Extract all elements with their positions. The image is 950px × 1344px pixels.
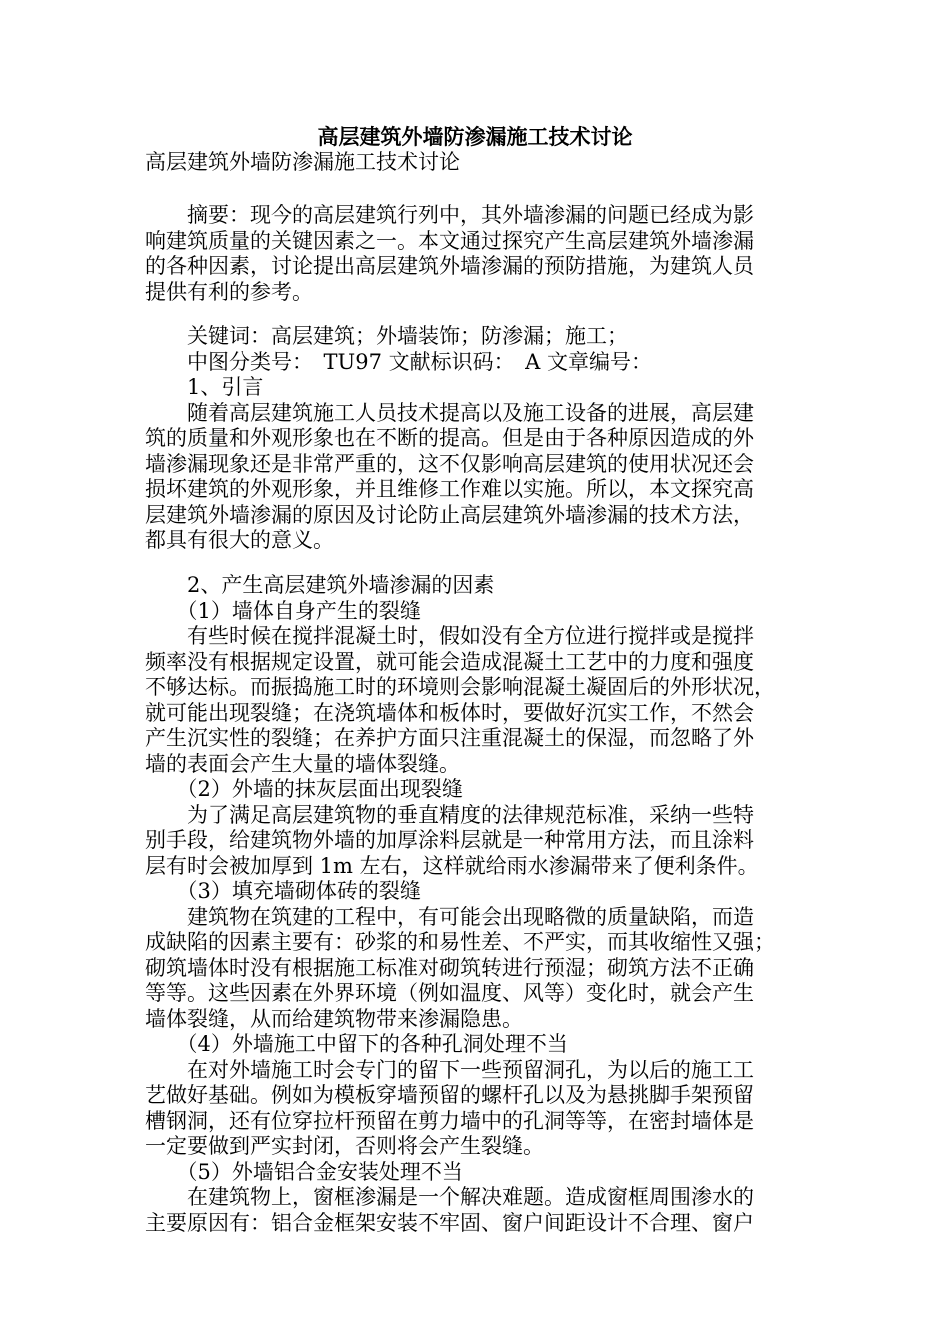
document-title: 高层建筑外墙防渗漏施工技术讨论 [317, 124, 633, 149]
section-heading: 2、产生高层建筑外墙渗漏的因素 [145, 573, 495, 597]
subsection-heading: （1）墙体自身产生的裂缝 [145, 599, 421, 623]
body-line: 在建筑物上，窗框渗漏是一个解决难题。造成窗框周围渗水的 [145, 1185, 754, 1209]
body-line: 墙体裂缝，从而给建筑物带来渗漏隐患。 [145, 1007, 523, 1031]
body-line: 提供有利的参考。 [145, 280, 313, 304]
body-line: 一定要做到严实封闭，否则将会产生裂缝。 [145, 1134, 544, 1158]
subsection-heading: （4）外墙施工中留下的各种孔洞处理不当 [145, 1032, 568, 1056]
body-line: 层建筑外墙渗漏的原因及讨论防止高层建筑外墙渗漏的技术方法， [145, 503, 754, 527]
body-line: 随着高层建筑施工人员技术提高以及施工设备的进展，高层建 [145, 401, 754, 425]
body-line: 响建筑质量的关键因素之一。本文通过探究产生高层建筑外墙渗漏 [145, 229, 754, 253]
body-line: 为了满足高层建筑物的垂直精度的法律规范标准，采纳一些特 [145, 803, 754, 827]
body-line: 频率没有根据规定设置，就可能会造成混凝土工艺中的力度和强度 [145, 650, 754, 674]
body-line: 建筑物在筑建的工程中，有可能会出现略微的质量缺陷，而造 [145, 905, 754, 929]
body-line: 的各种因素，讨论提出高层建筑外墙渗漏的预防措施，为建筑人员 [145, 254, 754, 278]
body-line: 成缺陷的因素主要有：砂浆的和易性差、不严实，而其收缩性又强； [145, 930, 775, 954]
body-line: 关键词：高层建筑；外墙装饰；防渗漏；施工； [145, 324, 628, 348]
body-line: 层有时会被加厚到 1m 左右，这样就给雨水渗漏带来了便利条件。 [145, 854, 759, 878]
body-line: 高层建筑外墙防渗漏施工技术讨论 [145, 150, 460, 174]
body-line: 不够达标。而振捣施工时的环境则会影响混凝土凝固后的外形状况， [145, 675, 775, 699]
body-line: 墙的表面会产生大量的墙体裂缝。 [145, 752, 460, 776]
body-line: 就可能出现裂缝；在浇筑墙体和板体时，要做好沉实工作，不然会 [145, 701, 754, 725]
section-heading: 1、引言 [145, 375, 264, 399]
body-line: 等等。这些因素在外界环境（例如温度、风等）变化时，就会产生 [145, 981, 754, 1005]
body-line: 墙渗漏现象还是非常严重的，这不仅影响高层建筑的使用状况还会 [145, 452, 754, 476]
body-line: 在对外墙施工时会专门的留下一些预留洞孔，为以后的施工工 [145, 1058, 754, 1082]
body-line: 筑的质量和外观形象也在不断的提高。但是由于各种原因造成的外 [145, 426, 754, 450]
body-line: 中图分类号： TU97 文献标识码： A 文章编号： [145, 350, 652, 374]
body-line: 摘要：现今的高层建筑行列中，其外墙渗漏的问题已经成为影 [145, 203, 754, 227]
body-line: 砌筑墙体时没有根据施工标准对砌筑转进行预湿；砌筑方法不正确 [145, 956, 754, 980]
body-line: 别手段，给建筑物外墙的加厚涂料层就是一种常用方法，而且涂料 [145, 828, 754, 852]
body-line: 都具有很大的意义。 [145, 528, 334, 552]
body-line: 产生沉实性的裂缝；在养护方面只注重混凝土的保湿，而忽略了外 [145, 726, 754, 750]
subsection-heading: （3）填充墙砌体砖的裂缝 [145, 879, 421, 903]
body-line: 槽钢洞，还有位穿拉杆预留在剪力墙中的孔洞等等，在密封墙体是 [145, 1109, 754, 1133]
body-line: 有些时候在搅拌混凝土时，假如没有全方位进行搅拌或是搅拌 [145, 624, 754, 648]
body-line: 损坏建筑的外观形象，并且维修工作难以实施。所以，本文探究高 [145, 477, 754, 501]
subsection-heading: （2）外墙的抹灰层面出现裂缝 [145, 777, 463, 801]
body-line: 主要原因有：铝合金框架安装不牢固、窗户间距设计不合理、窗户 [145, 1211, 754, 1235]
subsection-heading: （5）外墙铝合金安装处理不当 [145, 1160, 463, 1184]
body-line: 艺做好基础。例如为模板穿墙预留的螺杆孔以及为悬挑脚手架预留 [145, 1083, 754, 1107]
